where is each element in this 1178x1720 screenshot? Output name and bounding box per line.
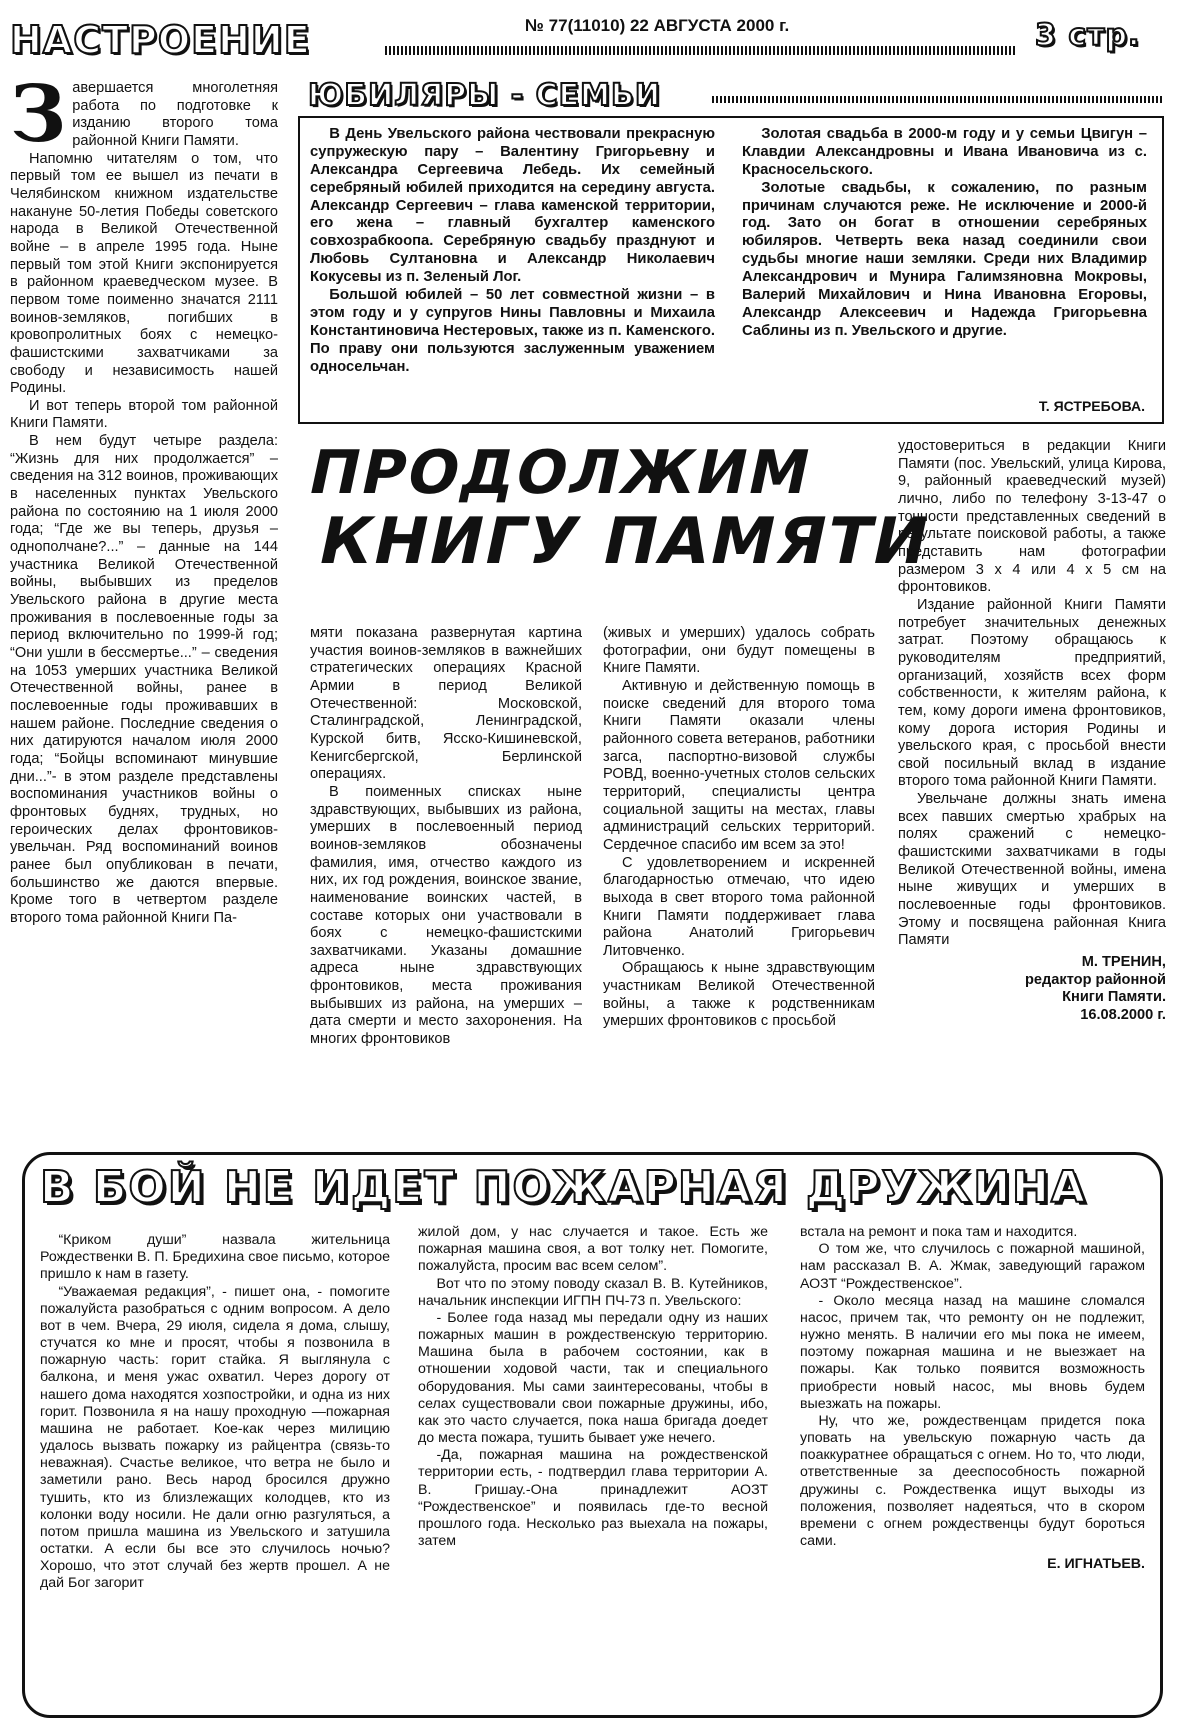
memory-paragraph: Напомню читателям о том, что первый том ее вышел из печати в Челябинском книжном издательстве накануне 50-летия Победы советского народа в Великой Отечественной войне – в апреле 1995 года. Ныне первый том этой Книги экспонируется в районном краеведческом музее. В первом томе поименно значатся 2111 воинов-земляков, погибших в кровопролитных боях с немецко-фашистскими захватчиками за свободу и независимость нашей Родины. — [10, 150, 278, 397]
fire-author: Е. ИГНАТЬЕВ. — [1047, 1556, 1145, 1573]
jubilee-paragraph: Большой юбилей – 50 лет совместной жизни – в этом году и у супругов Нины Павловны и Михаила Константиновича Нестеровых, также из п. Каменского. По праву они пользуются заслуженным уважением односельчан. — [310, 287, 715, 375]
fire-paragraph: -Да, пожарная машина на рождественской территории есть, - подтвердил глава территории А. В. Гришау.-Она принадлежит АОЗТ “Рождественское” и появилась где-то весной прошлого года. Несколько раз выехала на пожары, затем — [418, 1447, 768, 1550]
memory-column-1 — [10, 69, 279, 1130]
memory-paragraph: И вот теперь второй том районной Книги Памяти. — [10, 397, 278, 432]
memory-signature — [898, 954, 1166, 1025]
signature-name: М. ТРЕНИН, — [1081, 954, 1166, 971]
issue-info: № 77(11010) 22 АВГУСТА 2000 г. — [525, 16, 790, 35]
jubilee-paragraph: В День Увельского района чествовали прекрасную супружескую пару – Валентину Григорьевну и Александра Сергеевича Лебедь. Их семейный серебряный юбилей приходится на середину августа. Александр Сергеевич – глава каменской территории, его жена – главный бухгалтер каменского совхозрабкоопа. Серебряную свадьбу празднуют и Любовь Султановна и Александр Николаевич Кокусевы из п. Зеленый Лог. — [310, 126, 715, 286]
fire-column-2 — [418, 1224, 768, 1550]
memory-column-3 — [603, 625, 875, 1031]
fire-paragraph: “Уважаемая редакция”, - пишет она, - помогите пожалуйста разобраться с одним вопросом. А дело вот в чем. Вчера, 29 июля, сидела я дома, слышу, стучатся ко мне и просят, чтобы я позвонила в пожарную часть: горит стайка. Я выглянула с балкона, и меня ужас охватил. Через дорогу от нашего дома находятся хозпостройки, и одна из них горит. Позвонила я на нашу проходную —пожарная машина не работает. Кое-как через милицию удалось вызвать пожарку из райцентра (связь-то неважная). Счастье великое, что ветра не было и заметили рано. Весь народ бросился дружно тушить, кто из близлежащих колодцев, кто из колонки воду носили. Не дали огню разгуляться, а потом пришла машина из Увельского и затушила остатки. А если бы все это случилось ночью? Хорошо, что этот случай без жертв прошел. А не дай Бог загорит — [40, 1283, 390, 1592]
memory-paragraph: В нем будут четыре раздела: “Жизнь для них продолжается” – сведения на 312 воинов, проживающих в населенных пунктах Увельского района по состоянию на 1 июля 2000 года; “Где же вы теперь, друзья – однополчане?...” – данные на 144 участника Великой Отечественной войны, выбывших из пределов Увельского района в другие места проживания в послевоенные годы за период включительно по 1999-й год; “Они ушли в бессмертье...” – сведения на 1053 умерших участника Великой Отечественной войны, ранее в послевоенные годы проживавших в нашем районе. Последние сведения о них датируются началом июля 2000 года; “Бойцы вспоминают минувшие дни...”- в этом разделе представлены воспоминания участников войны о фронтовых буднях, трудных, но героических делах фронтовиков-увельчан. Ряд воспоминаний воинов ранее был опубликован в печати, большинство же даются впервые. Кроме того в четвертом разделе второго тома районной Книги Па- — [10, 433, 279, 926]
memory-lead: авершается многолетняя работа по подготовке к изданию второго тома районной Книги Памяти. — [72, 80, 278, 149]
memory-paragraph: Увельчане должны знать имена всех павших смертью храбрых на полях сражений с немецко-фашистскими захватчиками в годы Великой Отечественной войны, имена ныне живущих и умерших в послевоенные годы фронтовиков. Этому и посвящена районная Книга Памяти — [898, 791, 1166, 949]
fire-paragraph: “Криком души” назвала жительница Рождественки В. П. Бредихина свое письмо, которое пришло к нам в газету. — [40, 1232, 390, 1283]
signature-role: Книги Памяти. — [1062, 989, 1166, 1006]
masthead-rule — [385, 46, 1015, 55]
section-title: НАСТРОЕНИЕ — [10, 18, 311, 62]
fire-paragraph: - Более года назад мы передали одну из наших пожарных машин в рождественскую территорию. Машина была в рабочем состоянии, как в отношении ходовой части, так и специального оборудования. Мы сами заинтересованы, чтобы в селах существовали свои пожарные дружины, ибо, как это часто случается, пока наша бригада доедет до места пожара, тушить бывает уже нечего. — [418, 1309, 768, 1447]
memory-paragraph: В поименных списках ныне здравствующих, выбывших из района, умерших в послевоенный период воинов-земляков обозначены фамилия, имя, отчество каждого из них, их год рождения, воинское звание, наименование воинских частей, в составе которых они участвовали в боях с немецко-фашистскими захватчиками. Указаны домашние адреса ныне здравствующих фронтовиков, места проживания выбывших из района, на умерших – дата смерти и место захоронения. На многих фронтовиков — [310, 783, 582, 1048]
jubilee-paragraph: Золотая свадьба в 2000-м году и у семьи Цвигун – Клавдии Александровны и Ивана Ивановича из с. Красносельского. — [742, 126, 1147, 178]
fire-paragraph: - Около месяца назад на машине сломался насос, причем так, что ремонту он не подлежит, нужно менять. В наличии его мы пока не имеем, поэтому пожарная машина и не выезжает на пожары. Как только появится возможность приобрести новый насос, мы вновь будем выезжать на пожары. — [800, 1292, 1145, 1412]
memory-paragraph: удостовериться в редакции Книги Памяти (пос. Увельский, улица Кирова, 9, районный краеведческий музей) лично, либо по телефону 3-13-47 о точности представленных сведений в результате поисковой работы, а также представить нам фотографии размером 3 х 4 или 4 х 5 см на фронтовиков. — [898, 438, 1166, 596]
memory-paragraph: С удовлетворением и искренней благодарностью отмечаю, что идею выхода в свет второго тома районной Книги Памяти поддерживает глава района Анатолий Григорьевич Литовченко. — [603, 854, 875, 959]
jubilee-author: Т. ЯСТРЕБОВА. — [1038, 398, 1145, 414]
jubilee-title: ЮБИЛЯРЫ - СЕМЬИ — [308, 78, 661, 113]
memory-column-2 — [310, 625, 582, 1049]
drop-cap: З — [10, 69, 67, 160]
memory-headline-line2: КНИГУ ПАМЯТИ — [312, 505, 937, 579]
signature-role: редактор районной — [1025, 971, 1166, 988]
memory-paragraph: мяти показана развернутая картина участия воинов-земляков в важнейших стратегических операциях Красной Армии в период Великой Отечественной: Московской, Сталинградской, Ленинградской, Курской битв, Ясско-Кишиневской, Кенигсбергской, Берлинской операциях. — [310, 625, 582, 783]
memory-paragraph: (живых и умерших) удалось собрать фотографии, они будут помещены в Книге Памяти. — [603, 625, 875, 677]
fire-headline: В БОЙ НЕ ИДЕТ ПОЖАРНАЯ ДРУЖИНА — [40, 1162, 1087, 1213]
memory-paragraph: Активную и действенную помощь в поиске сведений для второго тома Книги Памяти оказали члены районного совета ветеранов, работники загса, паспортно-визовой службы РОВД, военно-учетных столов сельских территорий, специалисты центра социальной защиты на местах, главы администраций сельских территорий. Сердечное спасибо им всем за это! — [603, 677, 875, 853]
fire-paragraph: встала на ремонт и пока там и находится. — [800, 1224, 1078, 1240]
fire-paragraph: Вот что по этому поводу сказал В. В. Кутейников, начальник инспекции ИГПН ПЧ-73 п. Увельского: — [418, 1275, 768, 1309]
fire-column-3 — [800, 1224, 1145, 1573]
memory-paragraph: Обращаюсь к ныне здравствующим участникам Великой Отечественной войны, а также к родственникам умерших фронтовиков с просьбой — [603, 960, 875, 1030]
jubilee-column-right — [742, 126, 1147, 341]
signature-date: 16.08.2000 г. — [1080, 1007, 1166, 1023]
jubilee-title-rule — [712, 96, 1162, 103]
fire-paragraph: О том же, что случилось с пожарной машиной, нам рассказал В. А. Жмак, заведующий гаражом АОЗТ “Рождественское”. — [800, 1241, 1145, 1292]
fire-paragraph: Ну, что же, рождественцам придется пока уповать на увельскую пожарную часть да поаккуратнее обращаться с огнем. Но то, что люди, ответственные за дееспособность пожарной дружины с. Рождественка ищут выходы из положения, позволяет надеяться, что в скором времени с огнем рождественцы будут бороться сами. — [800, 1412, 1145, 1550]
jubilee-column-left — [310, 126, 715, 376]
page-number: 3 стр. — [1035, 18, 1141, 53]
fire-column-1 — [40, 1232, 390, 1593]
jubilee-paragraph: Золотые свадьбы, к сожалению, по разным причинам случаются реже. Не исключение и 2000-й год. Зато он богат в отношении серебряных юбиляров. Четверть века назад соединили свои судьбы многие наши земляки. Среди них Владимир Александрович и Мунира Галимзяновна Мокровы, Валерий Михайлович и Нина Ивановна Егоровы, Александр Алексеевич и Надежда Григорьевна Саблины из п. Увельского и другие. — [742, 179, 1147, 339]
memory-paragraph: Издание районной Книги Памяти потребует значительных денежных затрат. Поэтому обращаюсь к руководителям предприятий, организаций, хозяйств всех форм собственности, к жителям района, к тем, кому дороги имена фронтовиков, кому дорога история Родины и увельского края, с просьбой внести свой посильный вклад в издание второго тома районной Книги Памяти. — [898, 596, 1166, 790]
memory-column-4 — [898, 438, 1166, 1025]
fire-paragraph: жилой дом, у нас случается и такое. Есть же пожарная машина своя, а вот толку нет. Помогите, пожалуйста, просим вас всем селом”. — [418, 1224, 768, 1275]
memory-headline-line1: ПРОДОЛЖИМ — [302, 438, 819, 508]
